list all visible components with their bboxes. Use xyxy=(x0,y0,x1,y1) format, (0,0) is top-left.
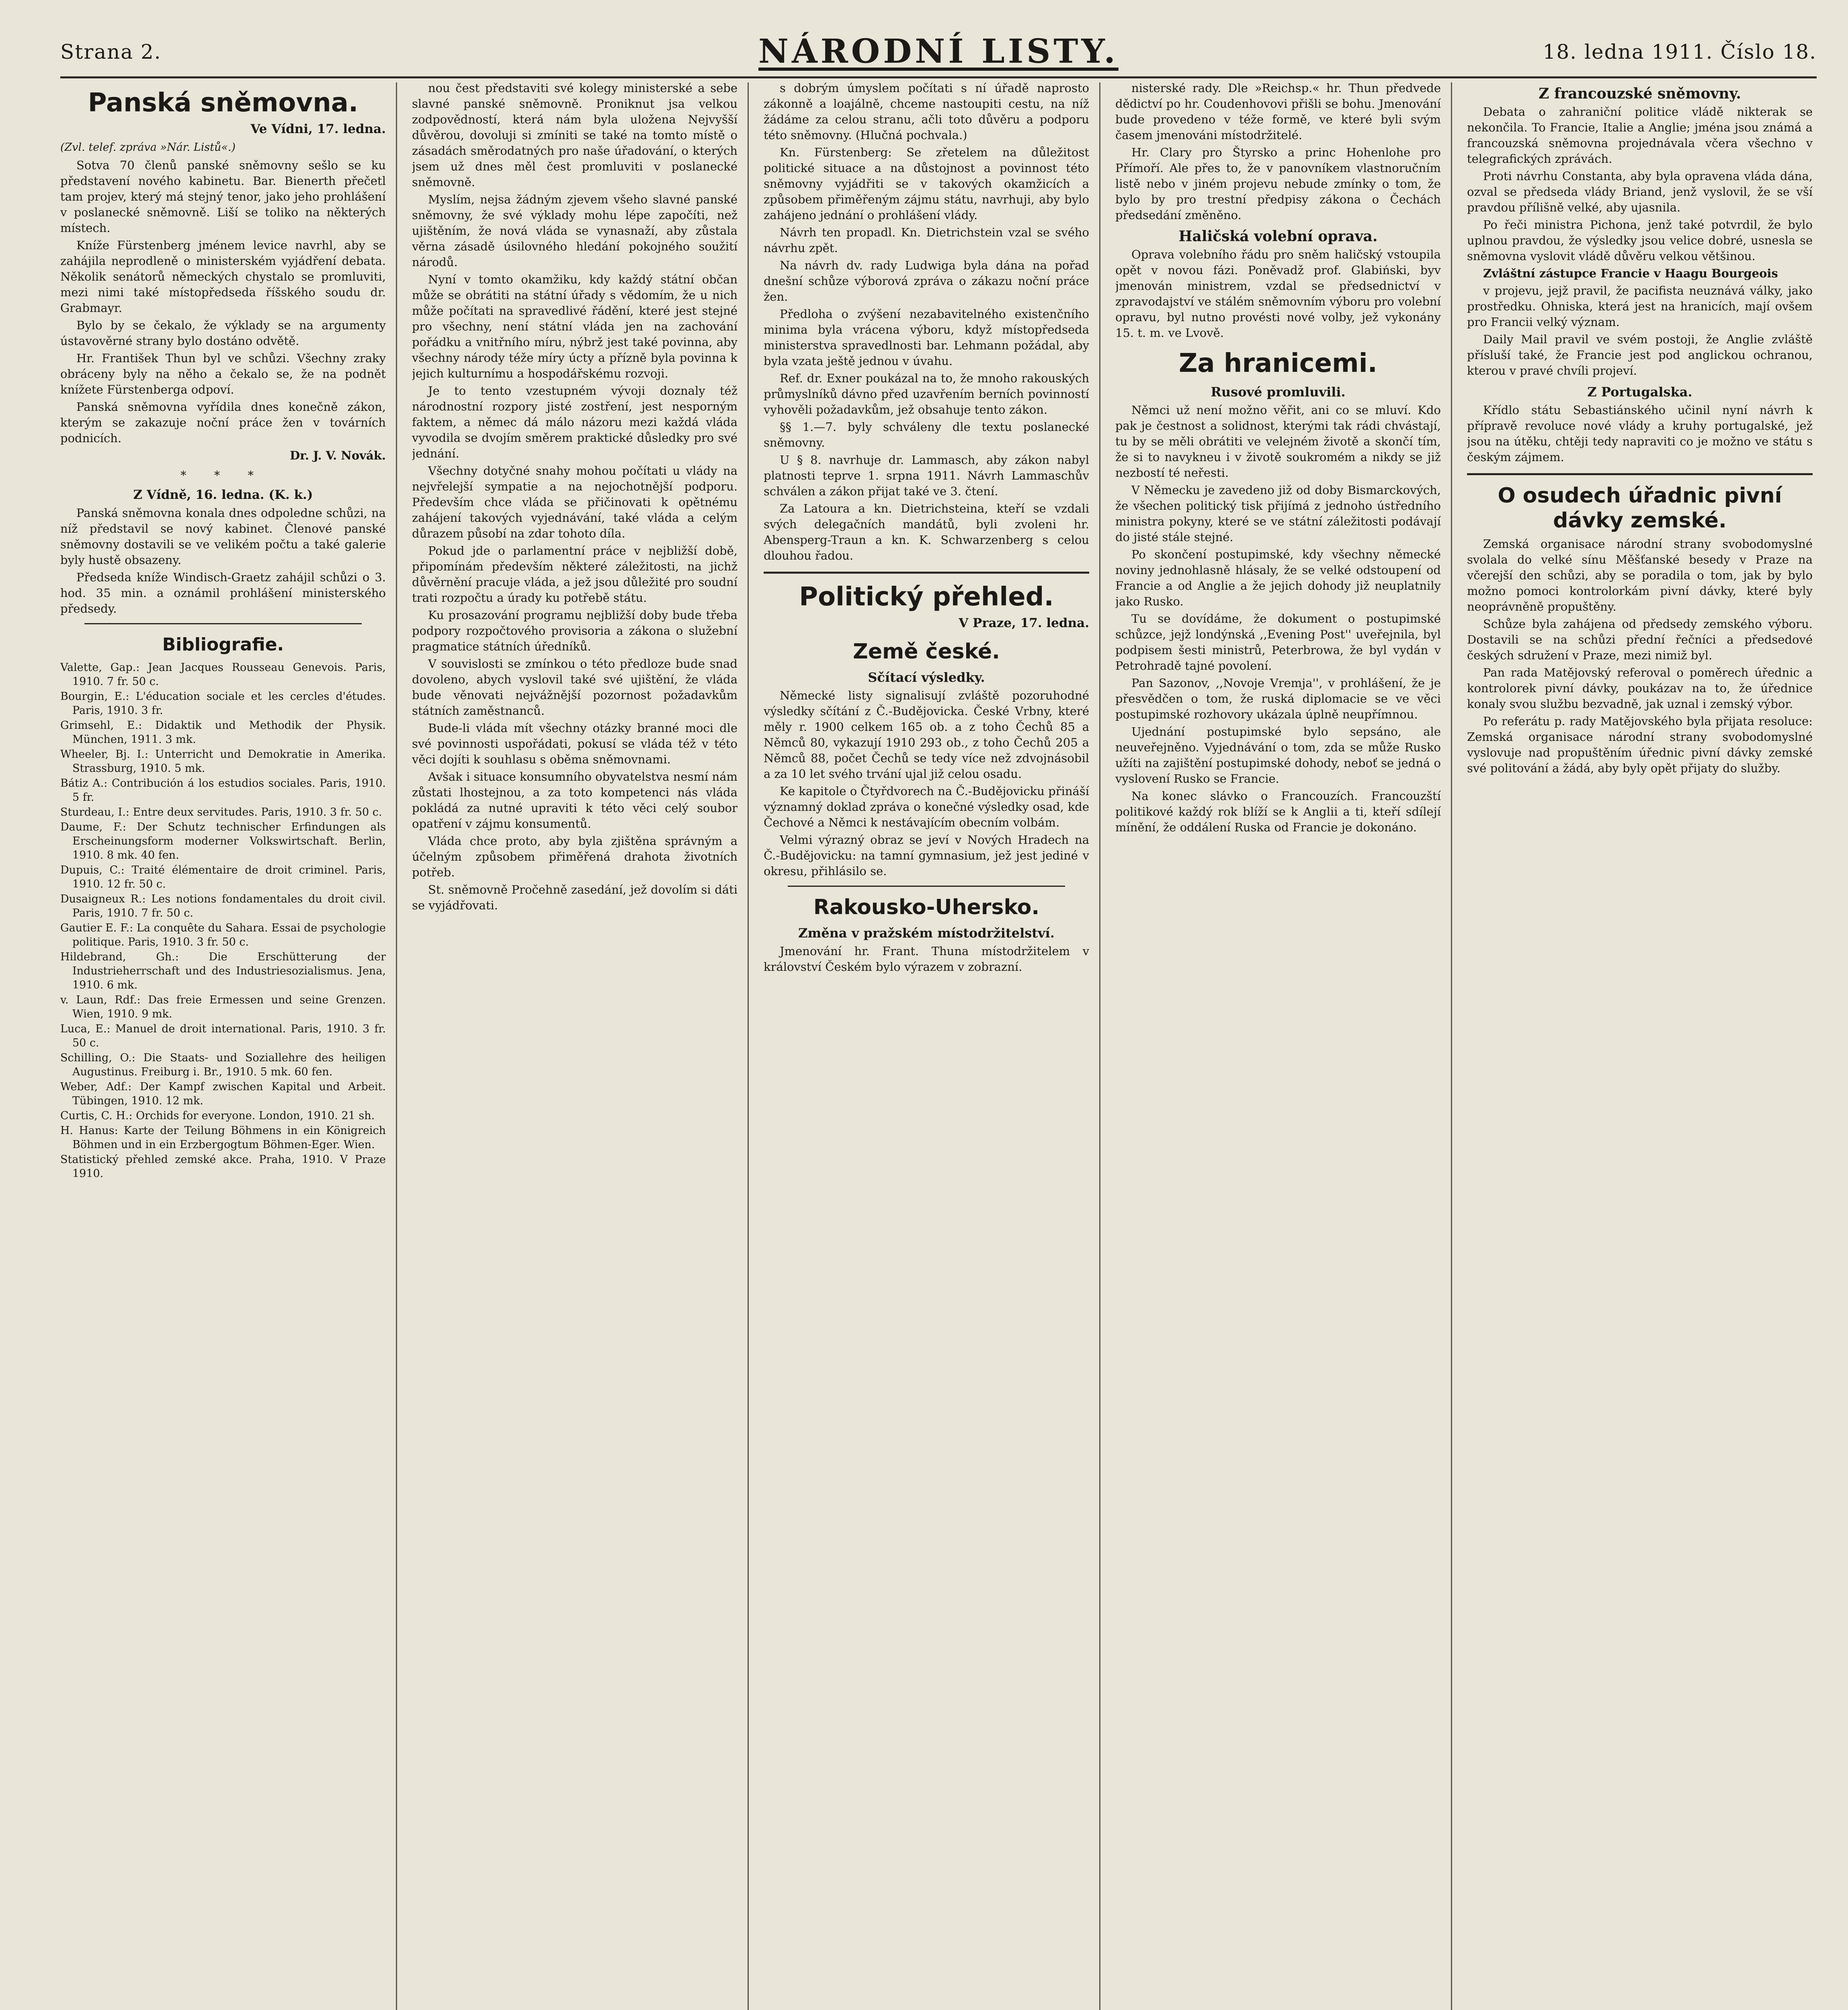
headline-rakousko-uhersko: Rakousko-Uhersko. xyxy=(813,895,1040,919)
paragraph: Tu se dovídáme, že dokument o postupimské schůzce, jejž londýnská ,,Evening Post'' uveřejnila, byl podpisem šesti ministrů, Peterbrowa, že byl vydán v Petrohradě tajné povolení. xyxy=(1115,612,1441,673)
section-separator: * * * xyxy=(180,468,266,482)
masthead xyxy=(60,28,1817,78)
bib-entry: Valette, Gap.: Jean Jacques Rousseau Genevois. Paris, 1910. 7 fr. 50 c. xyxy=(60,661,386,688)
article-body xyxy=(1115,402,1441,835)
paragraph: v projevu, jejž pravil, že pacifista neuznává války, jako prostředku. Ohniska, která jest na hranicích, mají ovšem pro Francii velký význam. xyxy=(1467,284,1813,329)
paragraph: Křídlo státu Sebastiánského učinil nyní návrh k přípravě revoluce nové vlády a kruhy portugalské, jež jsou na útěku, chtěji tedy napraviti co je možno ve státu s českým zájmem. xyxy=(1467,403,1813,464)
paragraph: Kníže Fürstenberg jménem levice navrhl, aby se zahájila neprodleně o ministerském vyjádření debata. Několik senátorů německých chystalo se promluviti, mezi nimi také místopředseda říšského soudu dr. Grabmayr. xyxy=(60,238,386,315)
paragraph: Pokud jde o parlamentní práce v nejbližší době, připomínám především některé záležitosti, na jichž důvěrnění pracuje vláda, a jež jsou důležité pro soudní trati rozpočtu a úrady ku potřebě státu. xyxy=(412,544,738,605)
headline-z-portugalska: Z Portugalska. xyxy=(1587,384,1692,400)
column-3 xyxy=(764,80,1089,2010)
bib-entry: H. Hanus: Karte der Teilung Böhmens in ein Königreich Böhmen und in ein Erzbergogtum Böhmen-Eger. Wien. xyxy=(60,1124,386,1151)
column-2 xyxy=(412,80,738,2010)
paragraph: s dobrým úmyslem počítati s ní úřadě naprosto zákonně a loajálně, chceme nastoupiti cestu, na níž žádáme za celou stranu, ačli toto důvěru a podporu této sněmovny. (Hlučná pochvala.) xyxy=(764,81,1089,142)
bib-entry: Weber, Adf.: Der Kampf zwischen Kapital und Arbeit. Tübingen, 1910. 12 mk. xyxy=(60,1081,386,1107)
paragraph: St. sněmovně Pročehně zasedání, jež dovolím si dáti se vyjádřovati. xyxy=(412,883,738,912)
column-rule xyxy=(1099,82,1100,2010)
paragraph: Daily Mail pravil ve svém postoji, že Anglie zvláště přísluší také, že Francie jest pod anglickou ochranou, kterou v pravé chvíli projeví. xyxy=(1467,332,1813,377)
divider xyxy=(788,886,1065,887)
article-body xyxy=(764,80,1089,564)
dateline: Ve Vídni, 17. ledna. xyxy=(250,122,386,136)
headline-panska-snemovna: Panská sněmovna. xyxy=(88,88,359,118)
article-body xyxy=(764,943,1089,975)
paragraph: Hr. Clary pro Štyrsko a princ Hohenlohe pro Přímoří. Ale přes to, že v panovníkem vlastnoručním listě nebo v jiném projevu nebude zmínky o tom, že bylo by pro trestní předpisy zákona o Čechách předsedání změněno. xyxy=(1115,146,1441,222)
article-body xyxy=(60,158,386,446)
paragraph: Schůze byla zahájena od předsedy zemského výboru. Dostavili se na schůzi přední řečníci a předsedové českých sdružení v Praze, mezi nimiž byl. xyxy=(1467,617,1813,662)
author-signature: Dr. J. V. Novák. xyxy=(290,449,386,462)
paragraph: Avšak i situace konsumního obyvatelstva nesmí nám zůstati lhostejnou, a za toto kompetenci nás vláda pokládá za nutné upraviti k této věci celý soubor opatření v zájmu konsumentů. xyxy=(412,770,738,831)
subheading: Sčítací výsledky. xyxy=(868,670,985,685)
article-body xyxy=(1467,536,1813,776)
paragraph: Panská sněmovna vyřídila dnes konečně zákon, kterým se zakazuje noční práce žen v továrních podnicích. xyxy=(60,400,386,445)
paragraph: §§ 1.—7. byly schváleny dle textu poslanecké sněmovny. xyxy=(764,420,1089,449)
paragraph: Němci už není možno věřit, ani co se mluví. Kdo pak je čestnost a solidnost, kterými tak rádi chvástají, tu by se měli obrátiti ve velejném životě a skončí tím, že si to navykneu i v životě soukromém a nikdy se již nezbostí té neřesti. xyxy=(1115,403,1441,480)
paragraph: Je to tento vzestupném vývoji doznaly též národnostní rozpory jisté zostření, jest nesporným faktem, a němec dá málo názoru mezi každá vláda vyvodila se dvojím směrem praktické důsledky pro své jednání. xyxy=(412,384,738,460)
paragraph: Po referátu p. rady Matějovského byla přijata resoluce: Zemská organisace národní strany svobodomyslné vyslovuje nad propuštěním úřednic pivní dávky zemské své politování a žádá, aby byly opět přijaty do služby. xyxy=(1467,714,1813,775)
paragraph: nisterské rady. Dle »Reichsp.« hr. Thun předvede dědictví po hr. Coudenhovovi přišli se bohu. Jmenování bude provedeno v téže formě, ve které byli svým časem jmenováni místodržitelé. xyxy=(1115,81,1441,142)
article-body xyxy=(764,688,1089,879)
bib-entry: Curtis, C. H.: Orchids for everyone. London, 1910. 21 sh. xyxy=(60,1110,375,1122)
paragraph: Vláda chce proto, aby byla zjištěna správným a účelným způsobem přiměřená drahota životních potřeb. xyxy=(412,834,738,879)
column-rule xyxy=(1451,82,1452,2010)
paragraph: Návrh ten propadl. Kn. Dietrichstein vzal se svého návrhu zpět. xyxy=(764,226,1089,255)
bib-entry: Schilling, O.: Die Staats- und Soziallehre des heiligen Augustinus. Freiburg i. Br., 1910. 5 mk. 60 fen. xyxy=(60,1052,386,1078)
paragraph: Ke kapitole o Čtyřdvorech na Č.-Budějovicku přináší významný doklad zpráva o konečné výsledky osad, kde Čechové a Němci k nestávajícím obecním volbám. xyxy=(764,784,1089,829)
paragraph: Oprava volebního řádu pro sněm haličský vstoupila opět v novou fázi. Poněvadž prof. Glabiński, byv jmenován ministrem, vzdal se předsednictví v zpravodajství ve stálém sněmovním výboru pro volební opravu, byl nutno provésti nové volby, jež vykonány 15. t. m. ve Lvově. xyxy=(1115,248,1441,340)
bib-entry: Gautier E. F.: La conquête du Sahara. Essai de psychologie politique. Paris, 1910. 3 fr. 50 c. xyxy=(60,922,386,948)
dateline-vienna: Z Vídně, 16. ledna. (K. k.) xyxy=(133,488,313,502)
headline-o-osudech-uradnic: O osudech úřadnic pivní dávky zemské. xyxy=(1498,484,1782,533)
headline-zeme-ceske: Země české. xyxy=(853,640,1000,664)
paragraph: V souvislosti se zmínkou o této předloze bude snad dovoleno, abych vyslovil také své ujištění, že vláda bude věnovati nejvážnější pozornost požadavkům státních zaměstnanců. xyxy=(412,657,738,718)
headline-politicky-prehled: Politický přehled. xyxy=(799,582,1054,612)
bibliography-list xyxy=(60,660,386,1181)
paragraph: Velmi výrazný obraz se jeví v Nových Hradech na Č.-Budějovicku: na tamní gymnasium, jež jest jediné v okresu, přihlásilo se. xyxy=(764,833,1089,878)
paragraph: Panská sněmovna konala dnes odpoledne schůzi, na níž představil se nový kabinet. Členové panské sněmovny dostavili se ve velikém počtu a také galerie byly hustě obsazeny. xyxy=(60,506,386,567)
paragraph: Všechny dotyčné snahy mohou počítati u vlády na nejvřelejší sympatie a na nejochotnější podporu. Především chce vláda se přičinovati k opětnému zahájení takových vyjednávání, také vláda a celým důrazem působí na zdar tohoto díla. xyxy=(412,464,738,540)
paragraph: Za Latoura a kn. Dietrichsteina, kteří se vzdali svých delegačních mandátů, byli zvoleni hr. Abensperg-Traun a kn. K. Schwarzenberg s celou dlouhou řadou. xyxy=(764,502,1089,562)
article-body xyxy=(412,80,738,913)
source-note: (Zvl. telef. zpráva »Nár. Listů«.) xyxy=(60,141,236,154)
subheading: Změna v pražském místodržitelství. xyxy=(798,925,1055,941)
bib-entry: Daume, F.: Der Schutz technischer Erfindungen als Erscheinungsform moderner Volkswirtschaft. Berlin, 1910. 8 mk. 40 fen. xyxy=(60,821,386,861)
bib-entry: Hildebrand, Gh.: Die Erschütterung der Industrieherrschaft und des Industriesozialismus. Jena, 1910. 6 mk. xyxy=(60,951,386,991)
paragraph: Bylo by se čekalo, že výklady se na argumenty ústavověrné strany bylo dostáno odvětě. xyxy=(60,318,386,348)
column-1 xyxy=(60,80,386,2010)
bib-entry: Luca, E.: Manuel de droit international. Paris, 1910. 3 fr. 50 c. xyxy=(60,1023,386,1049)
paragraph: Předseda kníže Windisch-Graetz zahájil schůzi o 3. hod. 35 min. a oznámil prohlášení ministerského předsedy. xyxy=(60,570,386,615)
paragraph: Jmenování hr. Frant. Thuna místodržitelem v království Českém bylo výrazem v zobrazní. xyxy=(764,944,1089,974)
column-rule xyxy=(396,82,397,2010)
article-body xyxy=(1115,247,1441,341)
column-5 xyxy=(1467,80,1813,2010)
page-number: Strana 2. xyxy=(60,40,162,64)
article-body-2 xyxy=(60,505,386,617)
paragraph: Debata o zahraniční politice vládě nikterak se nekončila. To Francie, Italie a Anglie; jména jsou známá a francouzská sněmovna projednávala včera všechno v telegrafických zprávách. xyxy=(1467,105,1813,166)
article-body xyxy=(1467,402,1813,465)
bib-entry: Bourgin, E.: L'éducation sociale et les cercles d'études. Paris, 1910. 3 fr. xyxy=(60,690,386,717)
paragraph: Na návrh dv. rady Ludwiga byla dána na pořad dnešní schůze výborová zpráva o zákazu noční práce žen. xyxy=(764,258,1089,304)
paragraph: Pan Sazonov, ,,Novoje Vremja'', v prohlášení, že je přesvědčen o tom, že ruská diplomacie se ve věci postupimské rozhovory ukázala úplně neupřímnou. xyxy=(1115,676,1441,721)
paragraph: Ujednání postupimské bylo sepsáno, ale neuveřejněno. Vyjednávání o tom, zda se může Rusko užíti na zajištění postupimské dohody, neboť se jedná o vyslovení Rusko se Francie. xyxy=(1115,725,1441,786)
divider xyxy=(764,572,1089,574)
bib-entry: Statistický přehled zemské akce. Praha, 1910. V Praze 1910. xyxy=(60,1153,386,1180)
article-body xyxy=(1467,104,1813,264)
headline-halicska-volebni-oprava: Haličská volební oprava. xyxy=(1178,228,1378,245)
paragraph: Zemská organisace národní strany svobodomyslné svolala do velké sínu Měšťanské besedy v Praze na včerejší den schůzi, aby se poradila o tom, jak by bylo možno pomoci kontrolorkám pivní dávky, které byly neoprávněně propuštěny. xyxy=(1467,537,1813,613)
newspaper-title: NÁRODNÍ LISTY. xyxy=(758,32,1119,71)
paragraph: V Německu je zavedeno již od doby Bismarckových, že všechen politický tisk přijímá z jednoho ústředního ministra pokyny, které se ve státní záležitosti podávají do jisté stále stejné. xyxy=(1115,483,1441,544)
bib-entry: Dusaigneux R.: Les notions fondamentales du droit civil. Paris, 1910. 7 fr. 50 c. xyxy=(60,893,386,919)
paragraph-lead: Zvláštní zástupce Francie v Haagu Bourgeois xyxy=(1483,267,1778,280)
divider xyxy=(1467,473,1813,475)
issue-date: 18. ledna 1911. Číslo 18. xyxy=(1543,40,1817,64)
paragraph: Na konec slávko o Francouzích. Francouzští politikové každý rok blíží se k Anglii a ti, kteří sdílejí mínění, že oddálení Ruska od Francie je dokonáno. xyxy=(1115,789,1441,834)
bib-entry: Sturdeau, I.: Entre deux servitudes. Paris, 1910. 3 fr. 50 c. xyxy=(60,806,382,818)
paragraph: Ku prosazování programu nejbližší doby bude třeba podpory rozpočtového provisoria a zákona o služební pragmatice státních úředníků. xyxy=(412,608,738,653)
headline-francouzska-snemovna: Z francouzské sněmovny. xyxy=(1539,85,1741,102)
paragraph: Nyní v tomto okamžiku, kdy každý státní občan může se obrátiti na státní úřady s vědomím, že u nich může počítati na spravedlivé řádění, které jest stejné pro všechny, není státní vláda jen na zachování pořádku a vnitřního míru, nýbrž jest také povinna, aby všechny národy téže míry úcty a přízně byla povinna k jejich kulturnímu a hospodářskému rozvoji. xyxy=(412,273,738,380)
paragraph: nou čest představiti své kolegy ministerské a sebe slavné panské sněmovně. Proniknut jsa velkou zodpovědností, která nám byla uložena Nejvyšší důvěrou, dovoluji si zmíniti se také na tomto místě o zásadách směrodatných pro naše úřadování, o kterých jsem už dnes měl čest promluviti v poslanecké sněmovně. xyxy=(412,81,738,189)
paragraph: Německé listy signalisují zvláště pozoruhodné výsledky sčítání z Č.-Budějovicka. České Vrbny, které měly r. 1900 celkem 165 ob. a z toho Čechů 85 a Němců 80, vykazují 1910 293 ob., z toho Čechů 205 a Němců 88, počet Čechů se tedy více než zdvojnásobil a za 10 let svého trvání ujal již celou osadu. xyxy=(764,689,1089,781)
paragraph: Pan rada Matějovský referoval o poměrech úřednic a kontrolorek pivní dávky, poukázav na to, že úřednice konaly svou službu bezvadně, jak uznal i zemský výbor. xyxy=(1467,666,1813,711)
paragraph: Po skončení postupimské, kdy všechny německé noviny jednohlasně hlásaly, že se velké odstoupení od Francie a od Anglie a že jejich dohody již neuplatnily jako Rusko. xyxy=(1115,548,1441,608)
dateline-praha: V Praze, 17. ledna. xyxy=(959,616,1089,630)
bib-entry: v. Laun, Rdf.: Das freie Ermessen und seine Grenzen. Wien, 1910. 9 mk. xyxy=(60,994,386,1020)
bib-entry: Bátiz A.: Contribución á los estudios sociales. Paris, 1910. 5 fr. xyxy=(60,777,386,804)
paragraph: Ref. dr. Exner poukázal na to, že mnoho rakouských průmyslníků dávno před uzavřením berních povinností vyhověli požadavkům, jež obsahuje tento zákon. xyxy=(764,371,1089,416)
subheading: Rusové promluvili. xyxy=(1211,384,1346,400)
headline-za-hranicemi: Za hranicemi. xyxy=(1179,349,1377,378)
paragraph: Sotva 70 členů panské sněmovny sešlo se ku představení nového kabinetu. Bar. Bienerth přečetl tam projev, který má stejný tenor, jako jeho prohlášení v poslanecké sněmovně. Liší se toliko na některých místech. xyxy=(60,158,386,235)
divider xyxy=(84,623,362,624)
paragraph: Kn. Fürstenberg: Se zřetelem na důležitost politické situace a na důstojnost a povinnost této sněmovny vyjádřiti se v takových okamžicích a způsobem přiměřeným zájmu státu, navrhuji, aby bylo zahájeno jednání o prohlášení vlády. xyxy=(764,146,1089,222)
bib-entry: Grimsehl, E.: Didaktik und Methodik der Physik. München, 1911. 3 mk. xyxy=(60,719,386,746)
bib-entry: Dupuis, C.: Traité élémentaire de droit criminel. Paris, 1910. 12 fr. 50 c. xyxy=(60,864,386,890)
paragraph: Proti návrhu Constanta, aby byla opravena vláda dána, ozval se předseda vlády Briand, jenž vyslovil, že se vší pravdou přílišně velké, aby ujasnila. xyxy=(1467,169,1813,214)
column-rule xyxy=(748,82,749,2010)
paragraph: Myslím, nejsa žádným zjevem všeho slavné panské sněmovny, že své výklady mohu lépe započíti, než ujištěním, že nová vláda se vynasnaží, aby zůstala věrna zásadě úsilovného hledání pokojného soužití národů. xyxy=(412,193,738,269)
column-4 xyxy=(1115,80,1441,2010)
article-body xyxy=(1467,266,1813,379)
bib-entry: Wheeler, Bj. I.: Unterricht und Demokratie in Amerika. Strassburg, 1910. 5 mk. xyxy=(60,748,386,775)
article-body xyxy=(1115,80,1441,223)
paragraph: U § 8. navrhuje dr. Lammasch, aby zákon nabyl platnosti teprve 1. srpna 1911. Návrh Lammaschův schválen a zákon přijat také ve 3. čtení. xyxy=(764,453,1089,498)
paragraph: Předloha o zvýšení nezabavitelného existenčního minima byla vrácena výboru, když místopředseda ministerstva spravedlnosti bar. Lehmann požádal, aby byla vzata ještě jednou v úvahu. xyxy=(764,307,1089,368)
paragraph: Po řeči ministra Pichona, jenž také potvrdil, že bylo uplnou pravdou, že výsledky jsou velice dobré, usnesla se sněmovna vyslovit vládě důvěru velkou většinou. xyxy=(1467,218,1813,263)
paragraph: Bude-li vláda mít všechny otázky branné moci dle své povinnosti uspořádati, pokusí se vláda též v této věci dojíti k souhlasu s oběma sněmovnami. xyxy=(412,721,738,766)
headline-bibliografie: Bibliografie. xyxy=(162,634,284,655)
paragraph: Hr. František Thun byl ve schůzi. Všechny zraky obráceny byly na něho a čekalo se, že na podnět knížete Fürstenberga odpoví. xyxy=(60,351,386,396)
